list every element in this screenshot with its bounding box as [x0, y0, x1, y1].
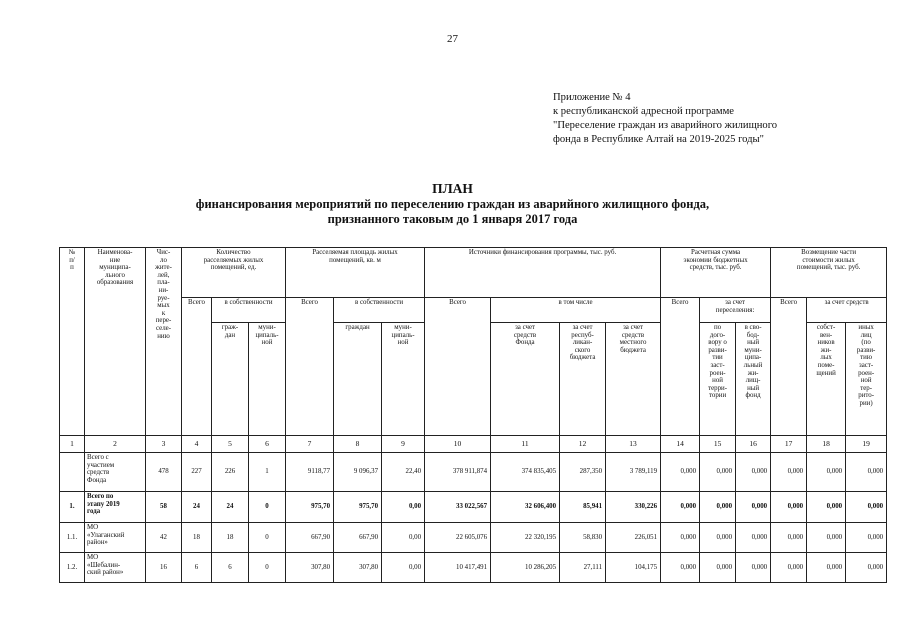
cell-fund: 10 286,205 — [491, 553, 560, 583]
cell-residents: 42 — [146, 523, 182, 553]
column-number: 16 — [736, 436, 771, 453]
header-residents: Чис- ло жите- лей, пла- ни- руе- мых к пере- селе- нию — [146, 248, 182, 436]
cell-area-municipal: 0,00 — [382, 523, 425, 553]
header-area-group: Расселяемая площадь жилых помещений, кв. м — [286, 248, 425, 298]
cell-owners: 0,000 — [807, 553, 846, 583]
cell-free-fund: 0,000 — [736, 453, 771, 492]
cell-area-total: 307,80 — [286, 553, 334, 583]
header-free-fund: в сво- бод- ный муни- ципа- льный жи- лищ- ный фонд — [736, 323, 771, 436]
column-number: 10 — [425, 436, 491, 453]
cell-compensation-total: 0,000 — [771, 553, 807, 583]
cell-persons: 0,000 — [846, 492, 887, 523]
cell-dev-contract: 0,000 — [700, 453, 736, 492]
row-name: МО «Улаганский район» — [85, 523, 146, 553]
cell-free-fund: 0,000 — [736, 553, 771, 583]
cell-local: 3 789,119 — [606, 453, 661, 492]
cell-residents: 478 — [146, 453, 182, 492]
cell-area-citizens: 307,80 — [334, 553, 382, 583]
column-number: 13 — [606, 436, 661, 453]
header-area-owned: в собственности — [334, 298, 425, 323]
cell-local: 330,226 — [606, 492, 661, 523]
header-area-total: Всего — [286, 298, 334, 436]
column-number: 1 — [60, 436, 85, 453]
cell-free-fund: 0,000 — [736, 523, 771, 553]
header-republic: за счет респуб- ликан- ского бюджета — [560, 323, 606, 436]
header-sources-total: Всего — [425, 298, 491, 436]
appendix-note — [553, 91, 853, 147]
cell-republic: 27,111 — [560, 553, 606, 583]
cell-qty-total: 6 — [182, 553, 212, 583]
table-row — [60, 523, 887, 553]
header-qty-citizens: граж- дан — [212, 323, 249, 436]
document-title — [0, 181, 905, 227]
column-number: 2 — [85, 436, 146, 453]
cell-qty-citizens: 18 — [212, 523, 249, 553]
header-qty-total: Всего — [182, 298, 212, 436]
cell-area-municipal: 0,00 — [382, 553, 425, 583]
table-row — [60, 492, 887, 523]
cell-area-total: 975,70 — [286, 492, 334, 523]
cell-savings-total: 0,000 — [661, 453, 700, 492]
column-number: 6 — [249, 436, 286, 453]
row-name: Всего с участием средств Фонда — [85, 453, 146, 492]
column-number: 15 — [700, 436, 736, 453]
cell-savings-total: 0,000 — [661, 492, 700, 523]
appendix-line-4: фонда в Республике Алтай на 2019-2025 годы" — [553, 134, 764, 145]
title-line-3: признанного таковым до 1 января 2017 года — [327, 212, 578, 226]
cell-area-municipal: 0,00 — [382, 492, 425, 523]
column-number: 14 — [661, 436, 700, 453]
header-savings-resettle: за счет переселения: — [700, 298, 771, 323]
cell-compensation-total: 0,000 — [771, 453, 807, 492]
header-dev-contract: по дого- вору о разви- тии заст- роен- ной терри- тории — [700, 323, 736, 436]
cell-qty-total: 227 — [182, 453, 212, 492]
column-number: 8 — [334, 436, 382, 453]
header-compensation-total: Всего — [771, 298, 807, 436]
cell-qty-citizens: 6 — [212, 553, 249, 583]
cell-residents: 16 — [146, 553, 182, 583]
header-municipality: Наименова- ние муниципа- льного образования — [85, 248, 146, 436]
table-row — [60, 553, 887, 583]
cell-savings-total: 0,000 — [661, 523, 700, 553]
cell-sources-total: 10 417,491 — [425, 553, 491, 583]
header-area-citizens: граждан — [334, 323, 382, 436]
row-no: 1.2. — [60, 553, 85, 583]
cell-area-municipal: 22,40 — [382, 453, 425, 492]
row-name: Всего по этапу 2019 года — [85, 492, 146, 523]
row-no: 1.1. — [60, 523, 85, 553]
cell-owners: 0,000 — [807, 523, 846, 553]
financing-plan-table — [59, 247, 887, 583]
cell-fund: 22 320,195 — [491, 523, 560, 553]
header-sources-incl: в том числе — [491, 298, 661, 323]
header-qty-municipal: муни- ципаль- ной — [249, 323, 286, 436]
cell-fund: 32 606,400 — [491, 492, 560, 523]
header-compensation-group: Возмещение части стоимости жилых помещений, тыс. руб. — [771, 248, 887, 298]
cell-compensation-total: 0,000 — [771, 523, 807, 553]
cell-qty-municipal: 0 — [249, 553, 286, 583]
cell-fund: 374 835,405 — [491, 453, 560, 492]
cell-republic: 287,350 — [560, 453, 606, 492]
table-row — [60, 453, 887, 492]
title-line-2: финансирования мероприятий по переселению граждан из аварийного жилищного фонда, — [195, 197, 710, 211]
header-fund: за счет средств Фонда — [491, 323, 560, 436]
cell-republic: 58,830 — [560, 523, 606, 553]
row-no — [60, 453, 85, 492]
row-name: МО «Шебалин- ский район» — [85, 553, 146, 583]
cell-area-citizens: 975,70 — [334, 492, 382, 523]
appendix-line-1: Приложение № 4 — [553, 92, 631, 103]
cell-qty-total: 18 — [182, 523, 212, 553]
column-number: 17 — [771, 436, 807, 453]
column-number: 18 — [807, 436, 846, 453]
cell-area-citizens: 9 096,37 — [334, 453, 382, 492]
cell-persons: 0,000 — [846, 523, 887, 553]
cell-owners: 0,000 — [807, 492, 846, 523]
column-number: 4 — [182, 436, 212, 453]
header-area-municipal: муни- ципаль- ной — [382, 323, 425, 436]
header-no: № п/ п — [60, 248, 85, 436]
column-number: 11 — [491, 436, 560, 453]
cell-persons: 0,000 — [846, 553, 887, 583]
cell-local: 226,051 — [606, 523, 661, 553]
cell-qty-municipal: 0 — [249, 492, 286, 523]
column-number: 5 — [212, 436, 249, 453]
column-number: 19 — [846, 436, 887, 453]
cell-area-total: 667,90 — [286, 523, 334, 553]
column-number: 9 — [382, 436, 425, 453]
title-line-1: ПЛАН — [432, 181, 473, 196]
header-persons: иных лиц (по разви- тию заст- роен- ной тер- рито- рии) — [846, 323, 887, 436]
header-qty-owned: в собственности — [212, 298, 286, 323]
cell-qty-citizens: 24 — [212, 492, 249, 523]
cell-savings-total: 0,000 — [661, 553, 700, 583]
cell-compensation-total: 0,000 — [771, 492, 807, 523]
page-number: 27 — [447, 33, 458, 45]
column-number: 7 — [286, 436, 334, 453]
cell-dev-contract: 0,000 — [700, 523, 736, 553]
cell-dev-contract: 0,000 — [700, 492, 736, 523]
appendix-line-3: "Переселение граждан из аварийного жилищного — [553, 120, 778, 131]
cell-free-fund: 0,000 — [736, 492, 771, 523]
cell-dev-contract: 0,000 — [700, 553, 736, 583]
header-sources-group: Источники финансирования программы, тыс. руб. — [425, 248, 661, 298]
column-number: 3 — [146, 436, 182, 453]
cell-sources-total: 22 605,076 — [425, 523, 491, 553]
row-no: 1. — [60, 492, 85, 523]
cell-area-citizens: 667,90 — [334, 523, 382, 553]
cell-republic: 85,941 — [560, 492, 606, 523]
cell-sources-total: 378 911,874 — [425, 453, 491, 492]
appendix-line-2: к республиканской адресной программе — [553, 106, 735, 117]
cell-residents: 58 — [146, 492, 182, 523]
header-compensation-funds: за счет средств — [807, 298, 887, 323]
cell-persons: 0,000 — [846, 453, 887, 492]
cell-sources-total: 33 022,567 — [425, 492, 491, 523]
header-savings-total: Всего — [661, 298, 700, 436]
cell-qty-total: 24 — [182, 492, 212, 523]
cell-area-total: 9118,77 — [286, 453, 334, 492]
cell-qty-municipal: 1 — [249, 453, 286, 492]
cell-qty-municipal: 0 — [249, 523, 286, 553]
header-owners: собст- вен- ников жи- лых поме- щений — [807, 323, 846, 436]
column-number: 12 — [560, 436, 606, 453]
header-local: за счет средств местного бюджета — [606, 323, 661, 436]
cell-local: 104,175 — [606, 553, 661, 583]
header-qty-group: Количество расселяемых жилых помещений, ед. — [182, 248, 286, 298]
header-savings-group: Расчетная сумма экономии бюджетных средств, тыс. руб. — [661, 248, 771, 298]
cell-qty-citizens: 226 — [212, 453, 249, 492]
cell-owners: 0,000 — [807, 453, 846, 492]
